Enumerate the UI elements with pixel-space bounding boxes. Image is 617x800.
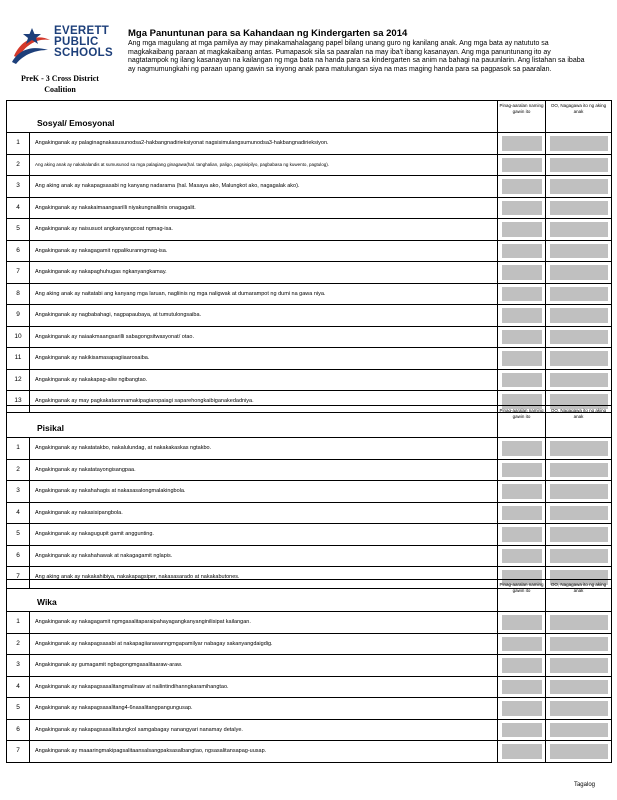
skill-text: Angakinganak ay nakikisamasapagiiaarosaiba. [35,355,150,361]
section-rows [7,133,611,413]
checkbox-fill [502,244,542,259]
practicing-checkbox-cell[interactable] [497,262,546,283]
document-title: Mga Panuntunan para sa Kahandaan ng Kindergarten sa 2014 [128,28,408,39]
yes-checkbox-cell[interactable] [545,503,612,524]
row-number: 2 [7,155,30,176]
checkbox-fill [502,680,542,695]
yes-checkbox-cell[interactable] [545,155,612,176]
section-title: Pisikal [37,423,64,433]
yes-checkbox-cell[interactable] [545,460,612,481]
yes-checkbox-cell[interactable] [545,176,612,197]
row-number: 10 [7,327,30,348]
checkbox-fill [550,506,608,521]
checkbox-fill [502,330,542,345]
row-number: 3 [7,655,30,676]
column-header-practicing: Pinag-aaralan naming gawin ito [497,406,545,437]
practicing-checkbox-cell[interactable] [497,176,546,197]
checkbox-fill [550,265,608,280]
checklist-row [7,284,611,306]
skill-text: Angakinganak ay palaginagnakasusunodsa2-hakbangnadirieksiyonat nagsisimulangsumunodsa3-hakbangnadirieksiyon. [35,140,329,146]
checkbox-fill [502,658,542,673]
checkbox-fill [550,201,608,216]
checkbox-fill [550,136,608,151]
checkbox-fill [502,441,542,456]
row-number: 8 [7,284,30,305]
checkbox-fill [550,484,608,499]
checklist-row [7,176,611,198]
checkbox-fill [502,136,542,151]
practicing-checkbox-cell[interactable] [497,305,546,326]
checkbox-fill [550,549,608,564]
yes-checkbox-cell[interactable] [545,305,612,326]
checkbox-fill [502,265,542,280]
row-number: 7 [7,567,30,588]
checkbox-fill [550,287,608,302]
skill-text: Angakinganak ay maaaringmakipagsalitaansalsangpaksasalbangtao, ngsasalitansapag-uusap. [35,748,267,754]
skill-text: Angakinganak ay nakapaghuhugas ngkanyangkamay. [35,269,167,275]
checklist-row [7,327,611,349]
practicing-checkbox-cell[interactable] [497,348,546,369]
skill-text: Angakinganak ay nakakaimaangsarilli niyakungnalilnis onagagalit. [35,204,196,211]
checkbox-fill [502,287,542,302]
practicing-checkbox-cell[interactable] [497,677,546,698]
practicing-checkbox-cell[interactable] [497,524,546,545]
checkbox-fill [550,179,608,194]
checkbox-fill [502,723,542,738]
checklist-row [7,348,611,370]
yes-checkbox-cell[interactable] [545,655,612,676]
checkbox-fill [550,330,608,345]
section-header [7,580,611,612]
checklist-row [7,634,611,656]
checkbox-fill [550,615,608,630]
checkbox-fill [502,701,542,716]
checkbox-fill [550,744,608,759]
row-number: 11 [7,348,30,369]
practicing-checkbox-cell[interactable] [497,438,546,459]
skill-text: Angakinganak ay nakapagsasabi at nakapagiiarawanngmgapamilyar nabagay sakanyangdaigdig. [35,640,273,647]
section-header [7,406,611,438]
checklist-row [7,546,611,568]
checklist-row [7,503,611,525]
row-number: 6 [7,546,30,567]
row-number: 4 [7,503,30,524]
section-header [7,101,611,133]
star-swoosh-icon [8,26,52,68]
yes-checkbox-cell[interactable] [545,262,612,283]
practicing-checkbox-cell[interactable] [497,612,546,633]
section-rows [7,438,611,589]
yes-checkbox-cell[interactable] [545,720,612,741]
language-label: Tagalog [573,782,595,788]
checkbox-fill [550,701,608,716]
practicing-checkbox-cell[interactable] [497,327,546,348]
checklist-row [7,262,611,284]
checkbox-fill [502,351,542,366]
checklist-row [7,677,611,699]
row-number: 6 [7,241,30,262]
checkbox-fill [550,158,608,173]
checkbox-fill [550,463,608,478]
coalition-line: Coalition [44,85,76,94]
row-number: 13 [7,391,30,412]
checklist-row [7,305,611,327]
checkbox-fill [502,637,542,652]
checkbox-fill [550,244,608,259]
checkbox-fill [550,222,608,237]
skill-text: Angakinganak ay nakatatayongisangpaa. [35,466,136,473]
checklist-row [7,741,611,763]
skill-text: Angakinganak ay nakahahagis at nakasasalongmalakingbola. [35,488,186,494]
skill-text: Ang aking anak ay nakapagsasabi ng kanyang nadarama (hal. Masaya ako, Malungkot ako, nagagalak ako). [35,183,300,189]
row-number: 9 [7,305,30,326]
checklist-row [7,720,611,742]
column-header-yes: OO, Nagagawa ito ng aking anak [545,406,611,437]
checklist-row [7,438,611,460]
section-title: Wika [37,597,57,607]
checkbox-fill [550,527,608,542]
skill-text: Angakinganak ay nakatatakbo, nakalulundag, at nakakakaskas ngtakbo. [35,445,212,451]
yes-checkbox-cell[interactable] [545,348,612,369]
checklist-row [7,481,611,503]
skill-text: Angakinganak ay naisusuot angkanyangcoat ngmag-isa. [35,226,173,232]
skill-text: Ang aking anak ay nakakalandis at sumusunod sa mga palagiang ginagawa(hal. tanghalian, paligo, pagsisipilyo, pagbabasa ng kuwento, pagtulog). [35,161,329,167]
checkbox-fill [502,463,542,478]
checkbox-fill [550,441,608,456]
practicing-checkbox-cell[interactable] [497,634,546,655]
practicing-checkbox-cell[interactable] [497,155,546,176]
practicing-checkbox-cell[interactable] [497,741,546,762]
row-number: 7 [7,741,30,762]
row-number: 5 [7,524,30,545]
checkbox-fill [502,484,542,499]
section-rows [7,612,611,763]
yes-checkbox-cell[interactable] [545,741,612,762]
intro-paragraph: Ang mga magulang at mga pamilya ay may pinakamahalagang papel bilang unang guro ng kanilang anak. Ang mga bata ay natututo sa magkakaibang paraan at magkakaibang antas. Pumapasok sila sa paaralan na may iba't ibang kasanayan. Ang mga panuntunang ito ay nagtatampok ng ilang kasanayan na kailangan ng mga bata na handa para sa kindergarten sa anim na bahagi na pauunlarin. Ang listahan sa ibaba ay nagmumungkahi ng paraan upang gawin sa inyong anak para matulungan siya na mas maging handa para sa pagpasok sa paaralan. [128,40,585,73]
checkbox-fill [550,637,608,652]
row-number: 7 [7,262,30,283]
yes-checkbox-cell[interactable] [545,634,612,655]
skill-text: Angakinganak ay nakasisipangbola. [35,509,123,516]
checklist-row [7,219,611,241]
section-social-emotional [6,100,612,413]
yes-checkbox-cell[interactable] [545,370,612,391]
checkbox-fill [550,351,608,366]
column-header-practicing: Pinag-aaralan naming gawin ito [497,580,545,611]
logo-line: SCHOOLS [54,47,113,59]
yes-checkbox-cell[interactable] [545,438,612,459]
practicing-checkbox-cell[interactable] [497,284,546,305]
skill-text: Angakinganak ay nagbabahagi, nagpapaubaya, at tumutulongsaiba. [35,312,202,318]
practicing-checkbox-cell[interactable] [497,460,546,481]
section-physical [6,405,612,589]
checkbox-fill [502,373,542,388]
checklist-row [7,133,611,155]
checkbox-fill [550,723,608,738]
yes-checkbox-cell[interactable] [545,677,612,698]
checklist-row [7,612,611,634]
checkbox-fill [550,308,608,323]
practicing-checkbox-cell[interactable] [497,241,546,262]
school-name [54,26,113,59]
practicing-checkbox-cell[interactable] [497,481,546,502]
skill-text: Angakinganak ay nakapagsasalitangmalinaw at nailintindihanngkaramihangtao. [35,683,229,690]
row-number: 4 [7,198,30,219]
row-number: 2 [7,634,30,655]
checkbox-fill [502,222,542,237]
practicing-checkbox-cell[interactable] [497,370,546,391]
practicing-checkbox-cell[interactable] [497,698,546,719]
checklist-row [7,655,611,677]
practicing-checkbox-cell[interactable] [497,720,546,741]
checkbox-fill [550,373,608,388]
yes-checkbox-cell[interactable] [545,524,612,545]
checkbox-fill [502,506,542,521]
row-number: 1 [7,612,30,633]
practicing-checkbox-cell[interactable] [497,655,546,676]
skill-text: Ang aking anak ay naitatabi ang kanyang mga laruan, nagliinis ng mga naligwak at dumarampot ng dumi na gawa niya. [35,290,326,297]
row-number: 2 [7,460,30,481]
column-header-yes: OO, Nagagawa ito ng aking anak [545,580,611,611]
checkbox-fill [502,527,542,542]
practicing-checkbox-cell[interactable] [497,198,546,219]
checkbox-fill [502,179,542,194]
row-number: 5 [7,219,30,240]
logo-line: PUBLIC [54,36,99,48]
row-number: 5 [7,698,30,719]
coalition-line: PreK - 3 Cross District [21,74,99,83]
checkbox-fill [550,680,608,695]
row-number: 4 [7,677,30,698]
checkbox-fill [502,201,542,216]
column-header-yes: OO, Nagagawa ito ng aking anak [545,101,611,132]
checklist-row [7,198,611,220]
skill-text: Angakinganak ay may pagkakataonnamakipagiaropaiagi saparehongkaibiganakedadniya. [35,398,254,404]
checklist-row [7,524,611,546]
skill-text: Angakinganak ay gumagamit ngbagongmgasalitaaraw-araw. [35,662,183,668]
checkbox-fill [502,744,542,759]
logo-line: EVERETT [54,25,110,37]
skill-text: Angakinganak ay nakakapag-aliw ngibangtao. [35,376,148,383]
row-number: 6 [7,720,30,741]
yes-checkbox-cell[interactable] [545,241,612,262]
section-language [6,579,612,763]
yes-checkbox-cell[interactable] [545,133,612,154]
row-number: 12 [7,370,30,391]
practicing-checkbox-cell[interactable] [497,546,546,567]
checkbox-fill [502,308,542,323]
checkbox-fill [502,615,542,630]
checklist-row [7,241,611,263]
row-number: 1 [7,438,30,459]
practicing-checkbox-cell[interactable] [497,503,546,524]
skill-text: Angakinganak ay nakagagamit ngmgasalitaparaipahayagangkanyanginilisipat kailangan. [35,619,251,625]
skill-text: Angakinganak ay nakapagsasalitatungkol samgabagay nanangyari nanamay detalye. [35,726,243,733]
checkbox-fill [502,549,542,564]
yes-checkbox-cell[interactable] [545,284,612,305]
checklist-row [7,460,611,482]
skill-text: Angakinganak ay nakapagsasalitang4-6nasalitangpangungusap. [35,705,193,711]
yes-checkbox-cell[interactable] [545,327,612,348]
skill-text: Angakinganak ay nakagugupit gamit anggunting. [35,531,154,537]
skill-text: Angakinganak ay nakahahawak at nakagagamit nglapis. [35,552,173,559]
skill-text: Angakinganak ay nakagagamit ngpalikuranngmag-isa. [35,247,168,254]
practicing-checkbox-cell[interactable] [497,219,546,240]
school-logo [8,26,118,70]
skill-text: Angakinganak ay naiaakmaangsarilli sabagongsitwasyonat/ otao. [35,333,194,340]
practicing-checkbox-cell[interactable] [497,133,546,154]
section-title: Sosyal/ Emosyonal [37,118,115,128]
yes-checkbox-cell[interactable] [545,219,612,240]
checkbox-fill [502,158,542,173]
yes-checkbox-cell[interactable] [545,481,612,502]
yes-checkbox-cell[interactable] [545,546,612,567]
yes-checkbox-cell[interactable] [545,698,612,719]
checklist-row [7,370,611,392]
row-number: 3 [7,481,30,502]
yes-checkbox-cell[interactable] [545,612,612,633]
row-number: 3 [7,176,30,197]
coalition-label [10,73,110,95]
skill-text: Ang aking anak ay nakakahibiya, nakakapagsiper, nakasasarado at nakakabutones. [35,574,240,580]
checklist-row [7,698,611,720]
yes-checkbox-cell[interactable] [545,198,612,219]
column-header-practicing: Pinag-aaralan naming gawin ito [497,101,545,132]
checklist-row [7,155,611,177]
checkbox-fill [550,658,608,673]
row-number: 1 [7,133,30,154]
